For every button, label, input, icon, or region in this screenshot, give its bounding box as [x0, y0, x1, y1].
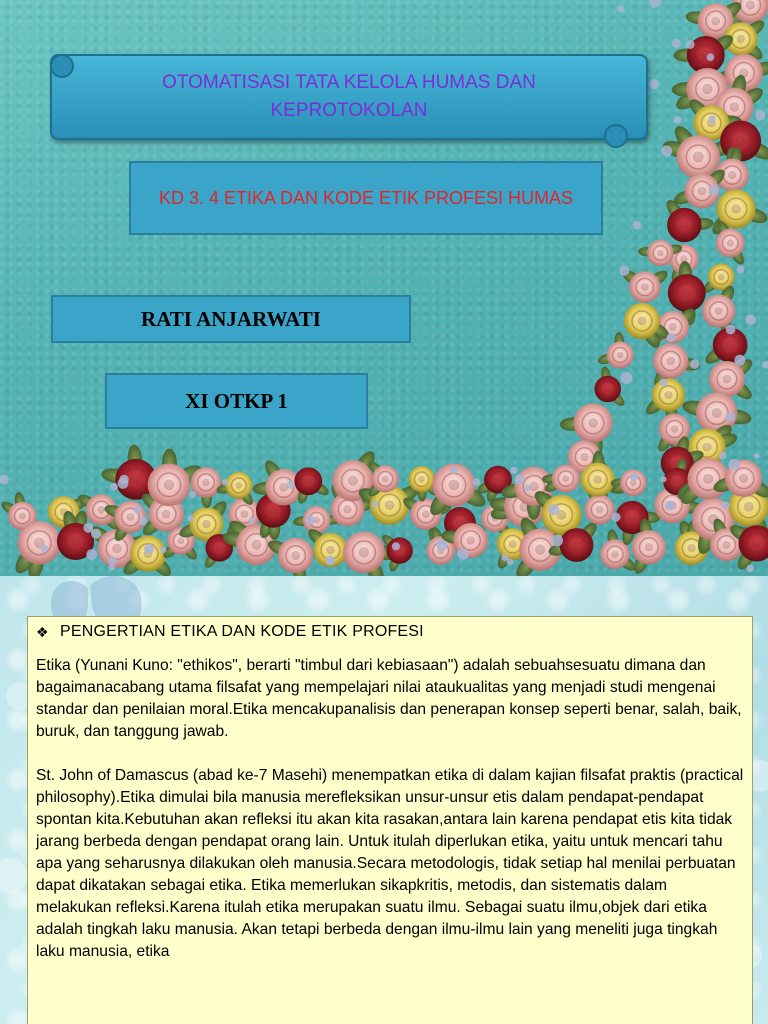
- filler-blossom: [41, 545, 49, 553]
- filler-blossom: [249, 518, 255, 524]
- filler-blossom: [726, 325, 736, 335]
- rose-flower: [681, 392, 753, 433]
- course-title: OTOMATISASI TATA KELOLA HUMAS DAN KEPROTOKOLAN: [162, 72, 536, 121]
- author-name-box: [51, 295, 411, 343]
- filler-blossom: [160, 547, 167, 554]
- class-name-box: [105, 373, 368, 429]
- filler-blossom: [728, 459, 739, 470]
- title-banner: [50, 54, 648, 140]
- kd-title: KD 3. 4 ETIKA DAN KODE ETIK PROFESI HUMAS: [158, 188, 574, 208]
- filler-blossom: [525, 484, 531, 490]
- filler-blossom: [286, 481, 294, 489]
- filler-blossom: [633, 221, 642, 230]
- section-heading: [36, 621, 744, 643]
- filler-blossom: [109, 564, 115, 570]
- content-slide: [0, 576, 768, 1024]
- filler-blossom: [707, 53, 715, 61]
- filler-blossom: [305, 515, 315, 525]
- filler-blossom: [719, 452, 727, 460]
- filler-blossom: [708, 115, 715, 122]
- filler-blossom: [754, 453, 760, 459]
- diamond-bullet-icon: ❖: [36, 624, 49, 640]
- filler-blossom: [510, 467, 517, 474]
- filler-blossom: [144, 544, 154, 554]
- filler-blossom: [326, 559, 333, 566]
- filler-blossom: [501, 554, 508, 561]
- kd-title-box: [129, 161, 603, 235]
- class-name: XI OTKP 1: [185, 388, 288, 413]
- rose-flower: [266, 537, 314, 576]
- filler-blossom: [674, 116, 682, 124]
- filler-blossom: [619, 265, 629, 275]
- filler-blossom: [762, 361, 768, 368]
- filler-blossom: [660, 379, 668, 387]
- filler-blossom: [118, 478, 129, 489]
- filler-blossom: [737, 266, 745, 274]
- filler-blossom: [139, 517, 147, 525]
- filler-blossom: [548, 504, 559, 515]
- filler-blossom: [86, 549, 97, 560]
- filler-blossom: [611, 513, 620, 522]
- filler-blossom: [457, 548, 469, 560]
- filler-blossom: [686, 40, 695, 49]
- paragraph-definition: Etika (Yunani Kuno: "ethikos", berarti "timbul dari kebiasaan") adalah sebuahsesuatu dimana dan bagaimanacabang utama filsafat yang mempelajari nilai ataukualitas yang menjadi studi mengenai standar dan penilaian moral.Etika mencakupanalisis dan penerapan konsep seperti benar, salah, baik, buruk, dan tanggung jawab.: [36, 657, 742, 740]
- filler-blossom: [649, 79, 659, 89]
- content-text-box: [27, 616, 753, 1024]
- author-name: RATI ANJARWATI: [141, 306, 321, 331]
- section-heading-text: PENGERTIAN ETIKA DAN KODE ETIK PROFESI: [60, 623, 424, 640]
- rose-flower: [542, 465, 580, 495]
- filler-blossom: [726, 412, 736, 422]
- filler-blossom: [83, 523, 93, 533]
- filler-blossom: [392, 542, 400, 550]
- filler-blossom: [747, 565, 755, 573]
- filler-blossom: [721, 501, 729, 509]
- filler-blossom: [755, 110, 765, 120]
- filler-blossom: [514, 474, 524, 484]
- filler-blossom: [618, 5, 625, 12]
- filler-blossom: [134, 506, 142, 514]
- filler-blossom: [110, 483, 118, 491]
- filler-blossom: [630, 473, 639, 482]
- rose-flower: [611, 470, 647, 497]
- rose-flower: [100, 444, 156, 500]
- rose-flower: [294, 467, 331, 505]
- filler-blossom: [222, 479, 229, 486]
- filler-blossom: [649, 0, 661, 8]
- rose-flower: [597, 332, 634, 369]
- filler-blossom: [661, 146, 672, 157]
- filler-blossom: [665, 500, 675, 510]
- rose-flower: [594, 366, 626, 409]
- paragraph-history: St. John of Damascus (abad ke-7 Masehi) menempatkan etika di dalam kajian filsafat praktis (practical philosophy).Etika dimulai bila manusia merefleksikan unsur-unsur etis dalam pendapat-pendapat spontan kita.Kebutuhan akan refleksi itu akan kita rasakan,antara lain karena pendapat etis kita tidak jarang berbeda dengan pendapat orang lain. Untuk itulah diperlukan etika, yaitu untuk mencari tahu apa yang seharusnya dilakukan oleh manusia.Secara metodologis, tidak setiap hal menilai perbuatan dapat dikatakan sebagai etika. Etika memerlukan sikapkritis, metodis, dan sistematis dalam melakukan refleksi.Karena itulah etika merupakan suatu ilmu. Sebagai suatu ilmu,objek dari etika adalah tingkah laku manusia. Akan tetapi berbeda dengan ilmu-ilmu lain yang meneliti juga tingkah laku manusia, etika: [36, 767, 744, 960]
- filler-blossom: [436, 539, 447, 550]
- filler-blossom: [551, 535, 563, 547]
- filler-blossom: [672, 39, 681, 48]
- filler-blossom: [708, 185, 719, 196]
- filler-blossom: [372, 501, 379, 508]
- filler-blossom: [746, 314, 756, 324]
- filler-blossom: [690, 359, 699, 368]
- filler-blossom: [661, 476, 667, 482]
- filler-blossom: [620, 372, 632, 384]
- filler-blossom: [0, 475, 9, 485]
- filler-blossom: [666, 333, 675, 342]
- filler-blossom: [189, 491, 196, 498]
- filler-blossom: [734, 355, 745, 366]
- filler-blossom: [472, 478, 480, 486]
- filler-blossom: [187, 515, 193, 521]
- filler-blossom: [450, 467, 457, 474]
